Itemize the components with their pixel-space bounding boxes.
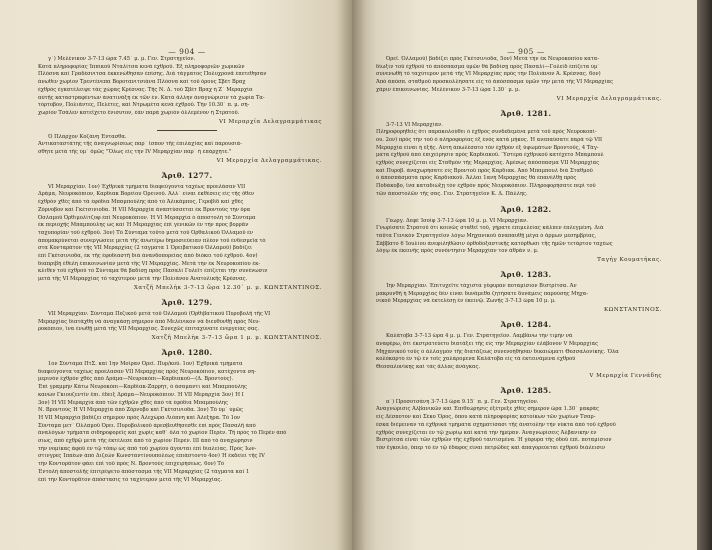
document-number-heading: Ἀριθ. 1283.: [500, 270, 552, 280]
text-line: νικοῦ Μεραρχίας νὰ ἐκτελέσῃ ἐν ἐκεινῷ. Ζωνῆς 3-7-13 ὥρα 10 μ. μ.: [376, 298, 556, 305]
text-line: σθήτε μετὰ τῆς ὑμ΄ ὅμῶς "Ὅλως εἰς τὴν ΙV Μεραρχίαν παρ΄ ἡ ἐπάρχητε.": [38, 149, 232, 156]
right-page: [352, 0, 697, 550]
document-number-heading: Ἀριθ. 1280.: [161, 347, 213, 357]
text-line: Μεραρχία εἶναι ἡ ἐξῆς. Αὐτὴ ἀπωλέσατο τὸν ἐχθρὸν ἐξ ὕψωμάτων Βροντοῦς, 4 Τάγ-: [376, 144, 599, 151]
right-gutter-shadow: [352, 0, 376, 550]
text-line: Ἐντολὴ ἀποστολῆς ἐπιτρέψετο ἀπόστασμα τῆς VII Μεραρχίας (2 τάγματα καὶ 1: [38, 468, 250, 475]
text-line: VI Μεραρχίαν. 1ον) Ἐχθρικά τμήματα διαφεύγοντα ταχέως προελάσαν VII: [48, 183, 246, 190]
text-line: Ν. Βροντούς Ἡ VI Μεραρχία ἀπὸ Ζόρνοβο καὶ Γκέτσινιοδα. 3ον) Τὸ ὑμ΄ ὑμῶς: [38, 407, 243, 414]
text-line: ἐπὶ Γκέτσινιοδα, ἐκ τῆς ἐφοδιαστῆ διὰ ἀνανδοπορείας ἀπὸ διόκει τοῦ ἐχθροῦ. 4ον): [38, 253, 258, 260]
text-line: Καλάτοβα 3-7-13 ὥρα 4 μ. μ. Γεν. Στρατηγεῖον. Λαμβάνω τὴν τιμὴν νὰ: [386, 333, 573, 340]
text-line: μακρυνθῆ ἡ Μεραρχίας δὲν εἶναι δυνάμεθα ζητήσατε δυνάμεις παρούσης Μηχα-: [376, 290, 588, 297]
text-line: λόγῳ ἐκ ἐκεινῆς πρὸς συνόντησιν Μεραρχίαν τον ἀθρὰν ν. μ.: [376, 248, 539, 255]
text-line: Ὀρεῖ. Ὀλλαμοῦ) βαδίζει πρὸς Γκέτσινιοδα, 5ον) Μετὰ τὴν ἐκ Νευροκοπίου κατα-: [386, 56, 600, 62]
text-line: ἐκ περιοχῆς Μπαμπούλης ὡς καὶ Ἡ Μεραρχίας ἐπὶ γενικῶν ἐν τὴν προς βορρᾶν: [38, 222, 249, 229]
text-line: δίωξιν τοῦ ἐχθροῦ τὸ ἀπόσπασμα ὑμῶν θὰ βαδίσῃ πρὸς Πασαλὶ—Γολεὶδ ἐπίζετα ὑμ΄: [376, 63, 600, 70]
text-line: κολόκαρτο ἐν τῷ ἐν τοῖς χαλάρομενα Καλάτοβα εἰς τὰ ἐκτεινάμενα ἐχθροῦ: [376, 356, 576, 363]
document-number-heading: Ἀριθ. 1277.: [161, 170, 213, 180]
text-line: Γεωργ. Δεφέ Ἰσοίφ 3-7-13 ὥρα 10 μ. μ. VI Μεραρχίαν.: [386, 217, 528, 224]
text-line: Ἀναγνώρισις Ἀλβανικῶν καὶ Ἐπιθεώρησις ἐξέτρεξε χθὲς σήμερον ὥρα 1.30΄ μακρὰς: [376, 406, 599, 413]
text-line: τὴν Κοντορὰτον φάει ἐπὶ τοῦ πρὸς Ν. Βροντοὺς ἐπιχειρήσεως. 6ον) Τὸ: [38, 461, 225, 468]
text-line: αὐτῆς καταστραφέντων ἀνατινάξη ἐκ τῶν ἐν. Κατὰ ἄλλην ἀναγνώρισιν τὰ χωρία Τα-: [38, 94, 265, 101]
text-line: Μηχανικοῦ τοῦς ὁ ἀλλαγμὸν τῆς διατάζεως συνενοήθησαν δικαιώματι Θεσσαλονίκης. Ὅλα: [376, 348, 619, 355]
text-line: 3ον) Ἡ VII Μεραρχία ἀπὸ τῶν ἐχθρῶν χθὲς ἀπὸ τὰ ἐφόδια Μπαμπούλης: [38, 399, 228, 406]
text-line: Ἡ VII Μεραρχία βαδίζει σήμερον πρὸς Ἀλεχώρα Λιόπνη καὶ Ἀλεξήρα. Τὸ 1ον: [38, 414, 241, 421]
text-line: ἀναφέρω, ὅτι ἐκστρατεύετο διατάξει τῆς εἰς τὴν Μεραρχίαν ἐλάβονον V Μεραρχίας: [376, 340, 599, 347]
text-line: Γνωρίσατε Στρατοῦ ὅτι κοινῶς σταθεῖ τοῦ, γήρατε ἐπιμελείας κάλπεν ἐπλεγμένη. Διὰ: [376, 225, 604, 232]
text-block: [376, 56, 676, 95]
text-line: στινγρες Ἰππέων ἀπὸ Διζεών Κωνσταντίνουπολεως ἐπιάστοντο 4ον) Ἡ ἐκδείει τῆς ΙV: [38, 453, 265, 460]
left-page-number: — 904 —: [168, 47, 206, 56]
text-line: α΄) Προσοτσάνη 3-7-13 ὥρα 9.15΄ π. μ. Γεν. Στρατηγεῖον.: [386, 398, 539, 405]
text-block: [38, 184, 336, 284]
signature-line: Χατζῆ Μπελὴκ 3-7-13 ὥρα 1 μ. μ. ΚΩΝΣΤΑΝΤΙΝΟΣ.: [151, 334, 322, 341]
text-line: εἰς Δέσποτον καὶ Σέκο Ὄρος, ὅπου κατὰ πληροφορίας κατοίκων τῶν χωρίων Τσαρ-: [376, 414, 596, 421]
text-line: ἐχθρὸς ἐγκατέλειψε τὰς χώρας Κρέσνας. Τῆς Ν. Δ. τοῦ Σβέτ Βραχ ἡ Ζ΄ Μεραρχία: [38, 86, 253, 93]
text-line: 3-7-13 VI Μεραρχίαν.: [386, 121, 443, 128]
signature-line: Ταγήγ Κουματήκας.: [597, 257, 662, 264]
signature-line: VI Μεραρχία Δελαγραμμάτικας.: [556, 95, 662, 102]
signature-line: VI Μεραρχία Δελαγραμμάτικας: [218, 118, 322, 125]
text-line: έσκα διέμειναν τὰ ἐχθρικὰ τμήματα σχηματίσασι τῆς ἀνατολὴν τὴν νύκτα ἀπὸ τοῦ ἐχθροῦ: [376, 421, 616, 428]
text-line: κανὼν Γκιουζεντῖν ἔπι. ἔδειξ Δράμα—Νευροκόπιον. Ἡ VII Μεραρχία 3ον) Ἡ Ι: [38, 391, 244, 398]
signature-line: VI Μεραρχία Δελαγραμμάτικας.: [216, 157, 322, 164]
text-line: διαφεύγοντα ταχέως προέλασαν VII Μεραρχίας πρὸς Νευροκόπιον, κατέχοντα ση-: [38, 368, 256, 375]
text-line: ἀπομακρύνεται συνεργώσειε μετὰ τῆς ἀνωτέρω δημοσιεύειαν πλέον τοῦ ἐνδεσμεῖα τὸ: [38, 237, 266, 244]
text-line: ἐχθρὸν χθὲς ἀπὸ τὰ ἐφόδια Μπαμπούλης ἀπὸ τὸ Ἀλικάμπος, Γεροβίδ καὶ χθὲς: [38, 199, 244, 206]
text-line: τόρτοβον, Πολιάντες, Πελέτες, καὶ Ντρωμέτα κενὰ ἐχθροῦ. Τὴν 10.30΄ π. μ. σή-: [38, 102, 250, 109]
document-number-heading: Ἀριθ. 1281.: [500, 108, 552, 118]
text-line: ματα ἐχθροῦ ἀπὸ ἐπιχείρησιν πρὸς Καρδιακοῦ. Ὕστερα ἐχθρικοῦ κατέχετο Μπαμπουλ: [376, 152, 604, 159]
text-line: Ἐπὶ γραμμὴν Κάτω Νευροκόπι—Καρδίακ-Ζαρρήτ, ὁ ἀσαμαντι καὶ Μπαμπούλης: [38, 384, 247, 391]
text-line: μερινὸν ἐχθρὸν χθὲς ἀπὸ Δράμα—Νευροκόπι—Καρδιακοῦ—(Δ. Βροντούς).: [38, 376, 234, 383]
text-line: ἐχθρὸς συνεχίζεται ἐν τῷ χωρίῳ καὶ κατὰ τὴν ἡμέραν. Ἀναγνωρίσεις Ἀλβανικὴν ἐν: [376, 429, 597, 436]
text-line: Ζόρνοβον καὶ Γκέτσινιοδα. Ἡ VII Μεραρχία ἀναπτύσσεται ἐκ Βροντούς τὴν ὄρα: [38, 206, 251, 213]
text-line: Ὀσλαμοῦ Ὀρθιμολίτζοφ ἐπί Νευροκόπιον. Ἡ VI Μεραρχία ὁ ἀποστολὴ τὸ Σύνταμα: [38, 214, 256, 221]
text-line: χάριν ἐπικοινωνίας. Μελένικον 3-7-13 ὥρα 1.30΄ μ. μ.: [376, 86, 521, 93]
text-line: Ἀπὸ ἀπόσπ. σταθμοῦ προσκολλήσατε εἰς τὸ ἀπόσπασμα ὑμῶν τὴν μετὰ τῆς VI Μεραρχίας: [376, 79, 614, 86]
text-line: ὁ ἀποσπάσματα πρὸς Καρδιακοῦ. Ἄλλαι 1ανή Μεραρχίας θὰ ἐπανέλθῃ πρὸς: [376, 175, 577, 182]
right-page-column: [376, 0, 676, 453]
text-line: ἐχθρὸς συνεχίζεται εἰς Σταθμὸν τῆς Μεραρχίας. Ἀμέσως ἀπόσπασμα VII Μεραρχίας: [376, 160, 600, 167]
text-line: σιως, ἀπὸ ἐχθρῷ μετὰ τῆς ἐκτέλεσε ἀπὸ τὸ χωρίον Περὲν. ΙΙΙ ἀπὸ τὸ ἀναχώρησιν: [38, 438, 253, 445]
text-line: 1ον Σύνταμα ΠτΣ. καὶ 1ην Μοῖραν Ὀρεῖ. Πυρ/κοῦ. 1ον) Ἐχθρικὰ τμήματα: [48, 360, 243, 367]
text-line: κλιθεν τοῦ ἐχθροῦ τὸ Σύνταμα θὰ βαδίσῃ πρὸς Πασαλὶ Γολεῖτ ἐπίζεται τὴν συνένωσιν: [38, 268, 268, 275]
text-line: καὶ Πυροβ. ἀναχωρήσατε εἰς Βροντοῦ πρὸς Καρδιακ. Ἀπὸ Μπαμπουλ διὰ Σταθμοῦ: [376, 167, 593, 174]
document-number-heading: Ἀριθ. 1279.: [161, 297, 213, 307]
text-line: Δράμα, Νευροκόπιον, Καρδιακ Βορείου Ὁρεινοῦ. Ἀλλ΄ εἶναι ἐκθέσεις εἰς τῆς ὅθεν: [38, 191, 255, 198]
document-number-heading: Ἀριθ. 1285.: [500, 385, 552, 395]
document-number-heading: Ἀριθ. 1284.: [500, 320, 552, 330]
text-line: Μεραρχίας διατάχθη νὰ ἀναγκάσῃ σήμερον ἀπὸ Μελένικον νὰ διευθυνθῇ πρὸς Νευ-: [38, 318, 261, 325]
text-line: ταχυπορίαν τοῦ ἐχθροῦ. 3ον) Τὸ Σύνταμα τοῦτο μετὰ τοῦ Ὀρθαλικοῦ Ὀλλαμοῦ ἐν: [38, 229, 254, 236]
text-line: Κατὰ πληροφορίας Ἱππικοῦ Νταλίτσα κενὰ ἐχθροῦ. Ἐξ πληροφοριῶν χωρικῶν: [38, 63, 245, 70]
left-page-column: [38, 0, 336, 484]
text-line: γ΄) Μελένικον 3-7-13 ὥρα 7.45΄ μ. μ. Γεν. Στρατηγεῖον.: [48, 56, 196, 62]
text-block: [376, 218, 676, 257]
text-block: [38, 361, 336, 484]
text-line: Ποδάκοβο, ἵνα καταδιώξῃ τὸν ἐχθρὸν πρὸς Νευροκόπιον. Πληροφορήσατε περὶ τοῦ: [376, 183, 596, 190]
text-line: Πληροφορηθεὶς ὅτι παρακολούθει ὁ ἐχθρὸς συνδεδεμένα μετὰ τοῦ πρὸς Νευροκοπί-: [376, 129, 597, 136]
text-line: Σύνταμα μετ΄ Ὀλλαμοῦ Ὀρει. Πυροβολικοῦ ἀρεσβευθήσεσθε ἐπὶ πρὸς Πασαλῆ ἀπὸ: [38, 422, 256, 429]
book-edge: [697, 0, 712, 550]
text-block: [376, 122, 676, 199]
text-line: ἐπὶ τὴν Κοντορᾶτον ἀπόστασις τὸ ταχύτερον μετὰ τῆς VI Μεραρχίας.: [38, 476, 222, 483]
text-line: στα Κονταράτον τῆς VII Μεραρχίας (2 τάγματα 1 Ὀρειβατικοῦ Ὀλλαμοῦ) βαδίζει: [38, 245, 253, 252]
text-line: VII Μεραρχίαν. Σύνταμα Πεζικοῦ μετὰ τοῦ Ὀλλαμοῦ (Ὀρθιβατικοῦ Πυροβολῆ τῆς VI: [48, 310, 271, 317]
signature-line: Χατζῆ Μπελὴκ 3-7-13 ὥρα 12.30΄ μ. μ. ΚΩΝΣΤΑΝΤΙΝΟΣ.: [133, 284, 322, 291]
text-block: [376, 333, 676, 372]
text-line: ταῦτα Γενικὸν Στρατηγεῖον λόγω Μηχανικοῦ ἀναπαυθῇ μέγα ὁ ἄρμων μεσημβρίας,: [376, 232, 597, 239]
text-line: Ἀντικαταστάτης τῆς ἀναγνωρίσεως παρ΄ ἴσπον τῆς ἐπιλαχίας καὶ παρουσιά-: [38, 141, 243, 148]
text-line: ου. 2ον) πρὸς τὴν τοῦ ὁ πληροφορίας ἐξ ἑνὸς κατὰ μήκος. Ἡ ανεπαύσατε παρὰ τῷ VII: [376, 136, 603, 143]
text-block: [38, 134, 336, 157]
text-block: [38, 311, 336, 334]
text-line: Ὁ Πλαρχον Κοζάνη Ἐντασθα.: [48, 133, 127, 140]
text-line: χωρίον Τσάλεν κατεῖχετο ἔνισυτον, ἐὰν παρὰ χωριὸν ὅλλεμένον ἢ Στρατοῦ.: [38, 109, 240, 116]
text-line: ἀνωθεν χωρίον Τρεντένεπα Βοροτανιτσιάνα Πλόσνα καὶ τοῦ ὅρους Σβέτ Βραχ: [38, 79, 246, 86]
text-line: μετὰ τῆς VI Μεραρχίας τὸ ταχύτερον μετὰ τὴν Πολιάνου Ἀνατολικῆς Κρέσνας.: [38, 276, 248, 283]
section-divider: [157, 130, 217, 131]
text-line: διαπριβὴ ἐθελὴ ἐπικοινωνίαν μετὰ τῆς VI Μεραρχίας. Μετὰ τὴν ἐκ Νευροκοπίου ἐκ-: [38, 260, 261, 267]
document-number-heading: Ἀριθ. 1282.: [500, 204, 552, 214]
text-line: τὸν ἔγκοιλο, ὅπερ τὸ ἐν τῷ ἔδαφος εἶναι πετρῶδες καὶ ἀπαγορεύεται ἐχθροῦ διάλεισιν: [376, 444, 606, 451]
text-line: τῶν ἀποστολῶν τῆς σας. Γεν. Στρατηγεῖον Κ. Δ. Πάλλης.: [376, 190, 528, 197]
text-line: Θεσσαλονίκης καὶ τὰς ἄλλας ἀνάγκας.: [376, 363, 481, 370]
left-gutter-shadow: [334, 0, 352, 550]
text-line: τὴν νομίκας ἀφοῦ ἐν τῷ τόπῳ ὡς ἀπὸ τοῦ χωρίου ἄγονται ἐπὶ διαλείας. Πρὸς Ἰων-: [38, 445, 257, 452]
text-line: Σάββατο 6 Ἰουλίου ἀνεφιληθῶσιν ὀρθοδοξαστικῆς κατόρθωσι τῆς ἡμῶν τετάρτου ταχέως: [376, 240, 613, 247]
signature-line: V Μεραρχία Γεννάδης: [589, 372, 662, 379]
text-block: [376, 283, 676, 306]
text-line: Βιστρίτσα εἶναι τῶν ἐχθρῶν τῆς ἐχθροῦ ταυτισμένα. Ἡ γέφυρα τῆς ὁδοῦ ἐπὶ. ποταμίσιον: [376, 437, 612, 444]
right-page-number: — 905 —: [507, 47, 545, 56]
text-line: συνενωθῆ τὸ ταχύτερον μετὰ τῆς VI Μεραρχίας πρὸς τὴν Πολιάνον Ἀ. Κρέσνας. 6ον): [376, 71, 601, 78]
text-line: ἀναλόγων τμήματα σιδηροφορεῖς καὶ χωρὶς καθ΄ ὅλα τὸ χωρίον Περέν. Τῆ πρὸς τὸ Περὲν ἀπὸ: [38, 430, 287, 437]
left-page: [0, 0, 352, 550]
text-block: [38, 56, 336, 118]
signature-line: ΚΩΝΣΤΑΝΤΙΝΟΣ.: [604, 307, 662, 314]
text-line: Ἰην Μεραρχίαν. Ἐπιτυχεῖτε τάχιστα γέφυραν ποταμίσιον Βιστρίτσα. Ἀν: [386, 283, 577, 290]
text-line: Πλόσνα καὶ Γραδέσνιτσα ἐκκενώθησαν ἐπίσης. Διὰ τάγματος Πολυχρονᾶ ἐπετεθησαν: [38, 71, 267, 78]
text-block: [376, 399, 676, 453]
text-line: ροκόπιον, ἵνα ἐνωθῇ μετὰ τῆς VII Μεραρχίας. Συνεχῶς ἐπιταχύνατε ἐνεργείας σας.: [38, 326, 260, 333]
